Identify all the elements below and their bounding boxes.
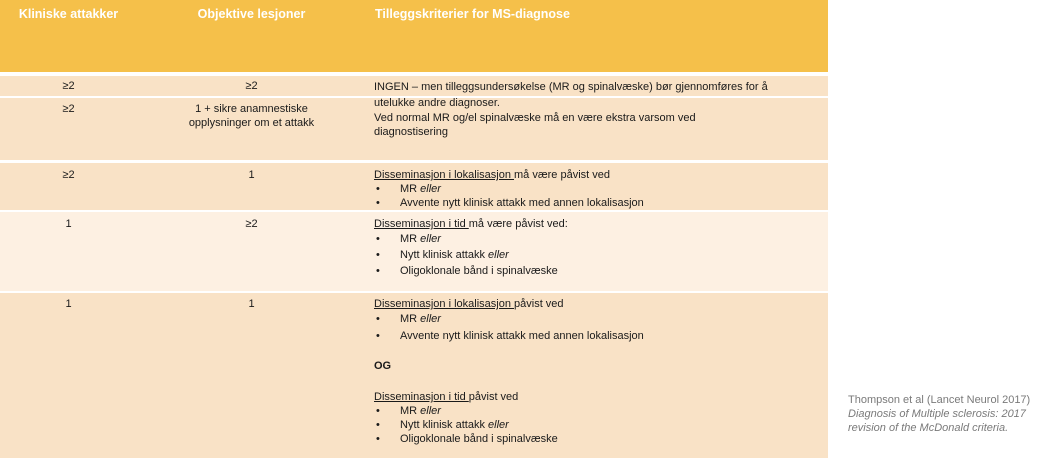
criteria-bullets bbox=[374, 182, 828, 210]
criteria-heading-rest: påvist ved bbox=[514, 298, 564, 310]
bullet-text: MR bbox=[400, 233, 421, 245]
bullet-text: Avvente nytt klinisk attakk med annen lokalisasjon bbox=[400, 330, 644, 342]
bullet-italic: eller bbox=[488, 419, 509, 431]
bullet-item bbox=[374, 182, 828, 196]
citation-title: Diagnosis of Multiple sclerosis: 2017 revision of the McDonald criteria. bbox=[848, 408, 1026, 434]
criteria-heading bbox=[374, 168, 828, 182]
criteria-heading bbox=[374, 390, 828, 404]
table-row bbox=[0, 163, 828, 210]
criteria-line: Ved normal MR og/el spinalvæske må en være ekstra varsom ved bbox=[374, 112, 696, 124]
lesions-cell bbox=[137, 98, 366, 160]
og-label: OG bbox=[374, 360, 392, 372]
bullet-italic: eller bbox=[488, 249, 509, 261]
criteria-heading bbox=[374, 297, 828, 311]
lesions-cell: 1 bbox=[248, 169, 255, 181]
criteria-cell bbox=[366, 212, 828, 291]
criteria-line: utelukke andre diagnoser. bbox=[374, 97, 500, 109]
bullet-item bbox=[374, 404, 828, 418]
criteria-heading-underlined: Disseminasjon i tid bbox=[374, 391, 469, 403]
table-header bbox=[0, 0, 828, 72]
bullet-text: Oligoklonale bånd i spinalvæske bbox=[400, 265, 558, 277]
criteria-cell bbox=[366, 163, 828, 210]
bullet-item bbox=[374, 232, 828, 246]
attacks-cell: ≥2 bbox=[62, 103, 75, 115]
criteria-heading bbox=[374, 217, 828, 231]
bullet-item bbox=[374, 418, 828, 432]
criteria-line: diagnostisering bbox=[374, 126, 448, 138]
criteria-heading-underlined: Disseminasjon i lokalisasjon bbox=[374, 169, 515, 181]
lesions-cell: ≥2 bbox=[245, 80, 258, 92]
attacks-cell: 1 bbox=[65, 218, 72, 230]
attacks-cell: ≥2 bbox=[62, 169, 75, 181]
lesions-line: 1 + sikre anamnestiske bbox=[195, 103, 308, 115]
lesions-line: opplysninger om et attakk bbox=[188, 117, 315, 129]
criteria-line: INGEN – men tilleggsundersøkelse (MR og spinalvæske) bør gjennomføres for å bbox=[374, 81, 768, 93]
bullet-item bbox=[374, 312, 828, 326]
bullet-item bbox=[374, 264, 828, 278]
bullet-item bbox=[374, 329, 828, 343]
bullet-item bbox=[374, 432, 828, 446]
bullet-text: Oligoklonale bånd i spinalvæske bbox=[400, 433, 558, 445]
lesions-cell: 1 bbox=[248, 298, 255, 310]
table-row bbox=[0, 293, 828, 458]
header-additional-criteria: Tilleggskriterier for MS-diagnose bbox=[375, 7, 570, 21]
criteria-heading-underlined: Disseminasjon i lokalisasjon bbox=[374, 298, 515, 310]
criteria-bullets bbox=[374, 404, 828, 446]
criteria-bullets bbox=[374, 232, 828, 278]
table-row bbox=[0, 212, 828, 291]
criteria-heading-rest: må være påvist ved: bbox=[468, 218, 568, 230]
criteria-heading-underlined: Disseminasjon i tid bbox=[374, 218, 469, 230]
header-clinical-attacks: Kliniske attakker bbox=[18, 7, 119, 21]
lesions-cell: ≥2 bbox=[245, 218, 258, 230]
citation-caption bbox=[848, 393, 1038, 435]
header-objective-lesions: Objektive lesjoner bbox=[197, 7, 306, 21]
criteria-bullets bbox=[374, 312, 828, 343]
bullet-italic: eller bbox=[420, 313, 441, 325]
criteria-heading-rest: påvist ved bbox=[468, 391, 519, 403]
bullet-item bbox=[374, 196, 828, 210]
criteria-heading-rest: må være påvist ved bbox=[514, 169, 610, 181]
bullet-text: MR bbox=[400, 313, 421, 325]
bullet-text: MR bbox=[400, 183, 421, 195]
bullet-text: Nytt klinisk attakk bbox=[400, 419, 489, 431]
criteria-cell bbox=[366, 293, 828, 458]
criteria-cell-ingen bbox=[366, 79, 828, 159]
bullet-item bbox=[374, 248, 828, 262]
attacks-cell: 1 bbox=[65, 298, 72, 310]
bullet-text: Avvente nytt klinisk attakk med annen lokalisasjon bbox=[400, 197, 644, 209]
citation-authors: Thompson et al (Lancet Neurol 2017) bbox=[848, 394, 1031, 406]
bullet-italic: eller bbox=[420, 183, 441, 195]
attacks-cell: ≥2 bbox=[62, 80, 75, 92]
bullet-italic: eller bbox=[420, 405, 441, 417]
bullet-text: Nytt klinisk attakk bbox=[400, 249, 489, 261]
bullet-text: MR bbox=[400, 405, 421, 417]
bullet-italic: eller bbox=[420, 233, 441, 245]
